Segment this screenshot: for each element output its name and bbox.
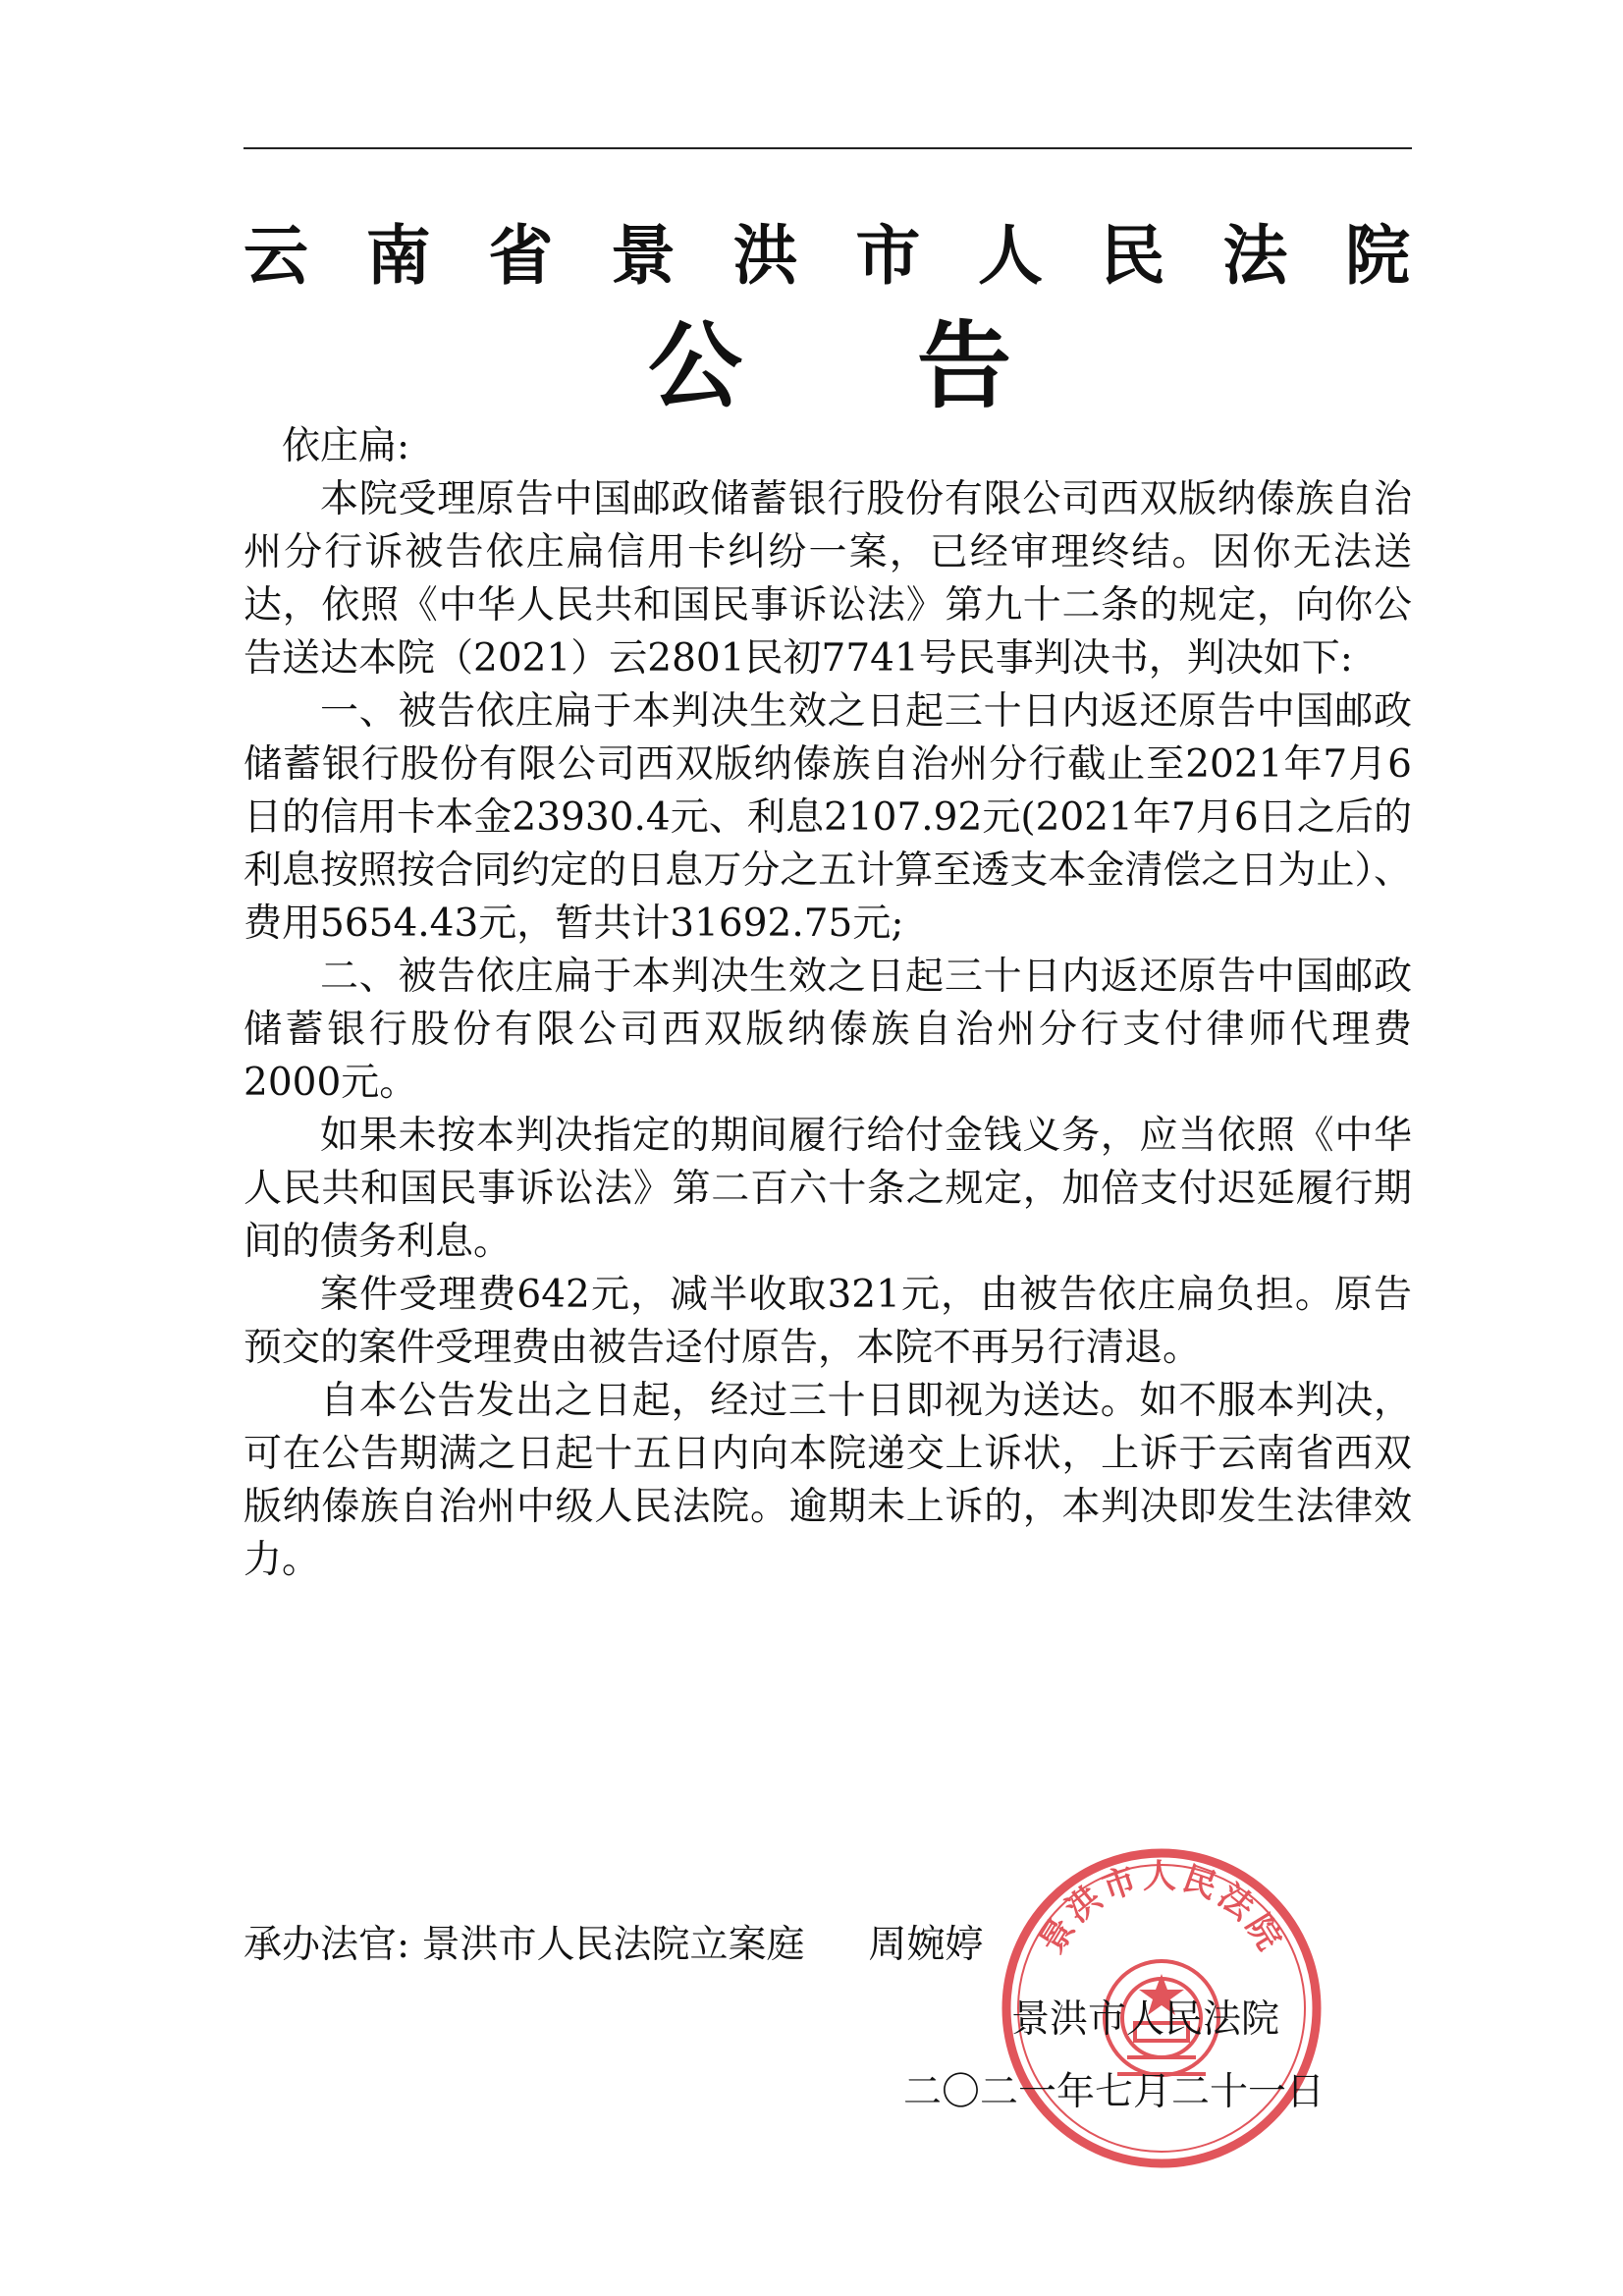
seal-text: 景洪市人民法院 — [1032, 1856, 1291, 1961]
notice-body — [243, 420, 1412, 1587]
top-rule — [243, 147, 1412, 149]
court-name-heading: 云南省景洪市人民法院 — [243, 217, 1412, 294]
paragraph-late-payment: 如果未按本判决指定的期间履行给付金钱义务，应当依照《中华人民共和国民事诉讼法》第二百六十条之规定，加倍支付迟延履行期间的债务利息。 — [243, 1114, 1412, 1264]
signing-court: 景洪市人民法院 — [1011, 1997, 1280, 2042]
paragraph-service-appeal: 自本公告发出之日起，经过三十日即视为送达。如不服本判决，可在公告期满之日起十五日内向本院递交上诉状，上诉于云南省西双版纳傣族自治州中级人民法院。逾期未上诉的，本判决即发生法律效力。 — [243, 1379, 1412, 1582]
salutation: 依庄扁: — [282, 424, 410, 468]
judge-department: 景洪市人民法院立案庭 — [421, 1923, 805, 1967]
paragraph-judgment-item-1: 一、被告依庄扁于本判决生效之日起三十日内返还原告中国邮政储蓄银行股份有限公司西双版纳傣族自治州分行截止至2021年7月6日的信用卡本金23930.4元、利息2107.92元(2021年7月6日之后的利息按照按合同约定的日息万分之五计算至透支本金清偿之日为止）、费用5654.43元，暂共计31692.75元; — [243, 689, 1412, 946]
judge-label: 承办法官: — [243, 1923, 410, 1967]
paragraph-case-intro: 本院受理原告中国邮政储蓄银行股份有限公司西双版纳傣族自治州分行诉被告依庄扁信用卡纠纷一案，已经审理终结。因你无法送达，依照《中华人民共和国民事诉讼法》第九十二条的规定，向你公告送达本院（2021）云2801民初7741号民事判决书，判决如下: — [243, 477, 1412, 681]
signing-date: 二〇二一年七月二十一日 — [903, 2070, 1325, 2114]
judge-name: 周婉婷 — [868, 1923, 984, 1967]
paragraph-court-fees: 案件受理费642元，减半收取321元，由被告依庄扁负担。原告预交的案件受理费由被告迳付原告，本院不再另行清退。 — [243, 1273, 1412, 1370]
paragraph-judgment-item-2: 二、被告依庄扁于本判决生效之日起三十日内返还原告中国邮政储蓄银行股份有限公司西双版纳傣族自治州分行支付律师代理费2000元。 — [243, 955, 1412, 1105]
document-title: 公告 — [648, 310, 1011, 421]
